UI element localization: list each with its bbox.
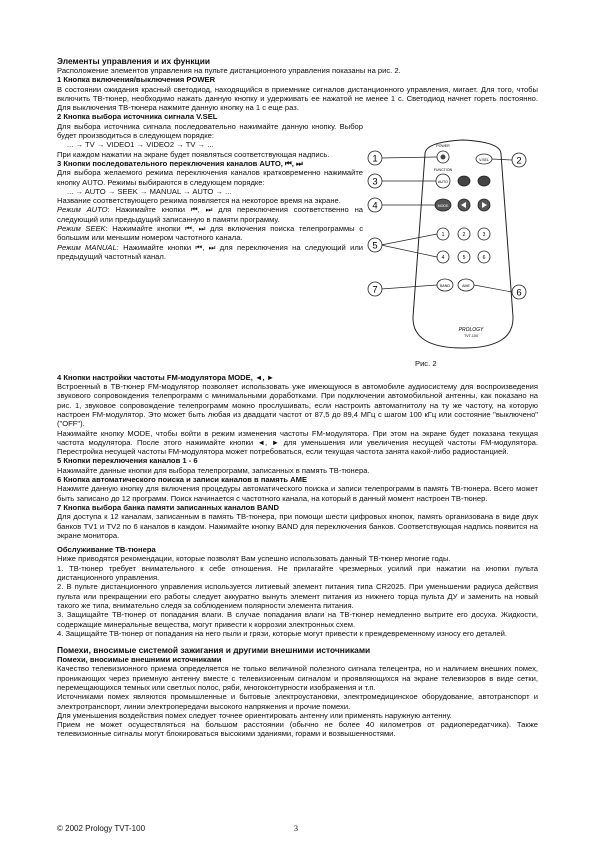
intro-text: Расположение элементов управления на пульте дистанционного управления показаны на рис. 2. xyxy=(57,66,401,75)
s3-manual xyxy=(57,243,363,262)
s5-text: Нажимайте данные кнопки для выбора телепрограмм, записанных в память ТВ-тюнера. xyxy=(57,465,370,475)
s7-title: 7 Кнопка выбора банка памяти записанных каналов BAND xyxy=(57,502,279,512)
noise-subtitle: Помехи, вносимые внешними источниками xyxy=(57,655,222,665)
noise-text-2: Источниками помех являются промышленные и бытовые электроустановки, электромедицинское оборудование, автотранспорт и электротранспорт, линии электропередачи высокого напряжения и прочие помехи. xyxy=(57,692,538,711)
s4-text2: Нажимайте кнопку MODE, чтобы войти в режим изменения частоты FM-модулятора. При этом на экране будет показана текущая частота модулятора. После этого нажимайте кнопки ◄, ► для уменьшения или увеличения несущей частоты FM-модулятора. Перестройка несущей частоты FM-модулятора может потребоваться, если текущая частота занята какой-либо радиостанцией. xyxy=(57,428,538,457)
s4-text1: Встроенный в ТВ-тюнер FM-модулятор позволяет использовать уже имеющуюся в автомобиле аудиосистему для воспроизведения звукового сопровождения телепрограмм с минимальными доработками. При подключении автомобильной антенны, как показано на рис. 1, звуковое сопровождение телепрограмм можно прослушивать, если настроить автомагнитолу на ту же частоту, на которую настроен FM-модулятор. Это может быть любая из двадцати частот от 87,5 до 89,4 МГц с шагом 100 кГц или состояние "выключено" ("OFF"). xyxy=(57,382,538,429)
s6-title: 6 Кнопка автоматического поиска и записи каналов в память AME xyxy=(57,475,308,485)
service-item-4: 4. Защищайте ТВ-тюнер от попадания на него пыли и грязи, которые могут привести к преждевременному износу его деталей. xyxy=(57,628,507,638)
callout-6 xyxy=(512,285,526,299)
service-item-2: 2. В пульте дистанционного управления используется литиевый элемент питания типа CR2025. При уменьшении радиуса действия пульта или прекращении его работы следует аккуратно вынуть элемент питания из нижнего торца пульта ДУ и заменить на новый такого же типа, внимательно следя за соблюдением полярности элемента питания. xyxy=(57,582,538,610)
key-3-label: 3 xyxy=(482,232,486,239)
s4-title: 4 Кнопки настройки частоты FM-модулятора MODE, ◄, ► xyxy=(57,372,275,382)
s1-text: В состоянии ожидания красный светодиод, находящийся в приемнике сигналов дистанционного управления, мигает. Для того, чтобы включить ТВ-тюнер, необходимо нажать данную кнопку и удерживать ее нажатой не менее 1 с. Светодиод начнет гореть постоянно. Для выключения ТВ-тюнера нажмите данную кнопку на 1 с еще раз. xyxy=(57,84,538,113)
s6-text: Нажмите данную кнопку для включения процедуры автоматического поиска и записи телепрограмм в память ТВ-тюнера. Всего может быть записано до 12 программ. Поиск начинается с частотного канала, на который в данный момент настроен ТВ-тюнер. xyxy=(57,484,538,503)
s3-text: Для выбора желаемого режима переключения каналов кратковременно нажимайте кнопку AUTO. Режимы выбираются в следующем порядке: xyxy=(57,168,363,187)
remote-body xyxy=(413,140,513,348)
page-number: 3 xyxy=(294,824,298,833)
s3-manual-label: Режим MANUAL xyxy=(57,242,117,252)
s2-note: При каждом нажатии на экране будет появляться соответствующая надпись. xyxy=(57,149,330,159)
svg-text:1: 1 xyxy=(372,153,378,165)
band-label: BAND xyxy=(440,284,450,289)
section-heading-controls: Элементы управления и их функции xyxy=(57,56,210,66)
key-1-label: 1 xyxy=(441,232,445,239)
svg-text:2: 2 xyxy=(516,155,522,167)
callout-2 xyxy=(512,153,526,167)
s1-title: 1 Кнопка включения/выключения POWER xyxy=(57,75,216,85)
remote-control-drawing xyxy=(363,112,538,370)
callout-5 xyxy=(368,238,382,252)
service-intro: Ниже приводятся рекомендации, которые позволят Вам успешно использовать данный ТВ-тюнер многие годы. xyxy=(57,554,451,564)
callout-4 xyxy=(368,198,382,212)
noise-title: Помехи, вносимые системой зажигания и другими внешними источниками xyxy=(57,645,371,656)
s3-title: 3 Кнопки последовательного переключения каналов AUTO, ⏮, ⏭ xyxy=(57,158,303,168)
s3-auto-text: : Нажимайте кнопки ⏮, ⏭ для переключения соответственно на следующий или предыдущий записанную в памяти программу. xyxy=(57,205,363,224)
svg-text:3: 3 xyxy=(372,176,378,188)
s3-auto xyxy=(57,205,363,224)
figure-wrap xyxy=(57,112,538,372)
remote-figure xyxy=(363,112,538,372)
svg-text:4: 4 xyxy=(372,200,378,212)
vsel-label: V.SEL xyxy=(479,158,489,163)
auto-label: AUTO xyxy=(438,180,448,185)
prev-channel-button xyxy=(458,176,470,186)
service-item-3: 3. Защищайте ТВ-тюнер от попадания влаги. В случае попадания влаги на ТВ-тюнер немедленно вытрите его досуха. Жидкости, содержащие минеральные вещества, могут привести к коррозии электронных схем. xyxy=(57,610,538,629)
key-2-label: 2 xyxy=(462,232,466,239)
service-title: Обслуживание ТВ-тюнера xyxy=(57,545,156,555)
s3-seek xyxy=(57,224,363,243)
left-column xyxy=(57,112,363,372)
noise-text-4: Прием не может осуществляться на большом расстоянии (обычно не более 40 километров от радиопередатчика). Также телевизионные сигналы могут блокироваться высокими зданиями, горами и возвышенностями. xyxy=(57,720,538,739)
s3-order: ... → AUTO → SEEK → MANUAL → AUTO → ... xyxy=(67,186,232,196)
noise-text-3: Для уменьшения воздействия помех следует точнее ориентировать антенну или применять наружную антенну. xyxy=(57,710,452,720)
s3-note: Название соответствующего режима появляется на некоторое время на экране. xyxy=(57,196,341,206)
s7-text: Для доступа к 12 каналам, записанным в память ТВ-тюнера, при помощи шести цифровых кнопок, память организована в виде двух банков TV1 и TV2 по 6 каналов в каждом. Нажимайте кнопку BAND для переключения банков. Соответствующая надпись появится на экране монитора. xyxy=(57,512,538,540)
noise-text-1: Качество телевизионного приема определяется не только величиной полезного сигнала телецентра, но и наличием внешних помех, проникающих через приемную антенну вместе с телевизионным сигналом и проявляющихся на экране телевизоров в виде сетки, перемещающихся темных или светлых полос, ряби, многоконтурности изображения и т.п. xyxy=(57,664,538,692)
svg-text:7: 7 xyxy=(372,284,378,296)
key-6-label: 6 xyxy=(482,255,486,262)
s3-auto-label: Режим AUTO xyxy=(57,205,108,215)
spacer xyxy=(57,638,538,645)
s5-title: 5 Кнопки переключения каналов 1 - 6 xyxy=(57,456,198,466)
key-4-label: 4 xyxy=(441,255,445,262)
svg-text:6: 6 xyxy=(516,287,522,299)
figure-caption: Рис. 2 xyxy=(415,359,437,369)
s2-text: Для выбора источника сигнала последовательно нажимайте данную кнопку. Выбор будет производиться в следующем порядке: xyxy=(57,121,363,141)
key-5-label: 5 xyxy=(462,255,466,262)
s2-title: 2 Кнопка выбора источника сигнала V.SEL xyxy=(57,112,218,122)
next-channel-button xyxy=(478,176,490,186)
document-body xyxy=(57,56,538,739)
service-item-1: 1. ТВ-тюнер требует внимательного к себе отношения. Не прилагайте чрезмерных усилий при нажатии на кнопки пульта дистанционного управления. xyxy=(57,563,538,583)
footer-copyright: © 2002 Prology TVT-100 xyxy=(57,824,146,833)
s3-seek-text: : Нажимайте кнопки ⏮, ⏭ для включения поиска телепрограммы с большим или меньшим номером частотного канала. xyxy=(57,224,363,243)
callout-1 xyxy=(368,151,382,165)
power-label: POWER xyxy=(436,144,450,149)
s3-manual-text: : Нажимайте кнопки ⏮, ⏭ для переключения на следующий или предыдущий частотный канал. xyxy=(57,242,363,261)
remote-model: TVT-100 xyxy=(464,334,478,339)
mode-label: MODE xyxy=(437,204,449,209)
function-label: FUNCTION xyxy=(433,168,453,173)
callout-3 xyxy=(368,174,382,188)
remote-brand: PROLOGY xyxy=(458,327,484,334)
s3-seek-label: Режим SEEK xyxy=(57,224,106,234)
svg-text:5: 5 xyxy=(372,240,378,252)
s2-order: ... → TV → VIDEO1 → VIDEO2 → TV → ... xyxy=(67,140,214,150)
callout-7 xyxy=(368,282,382,296)
ame-label: AME xyxy=(462,284,470,289)
